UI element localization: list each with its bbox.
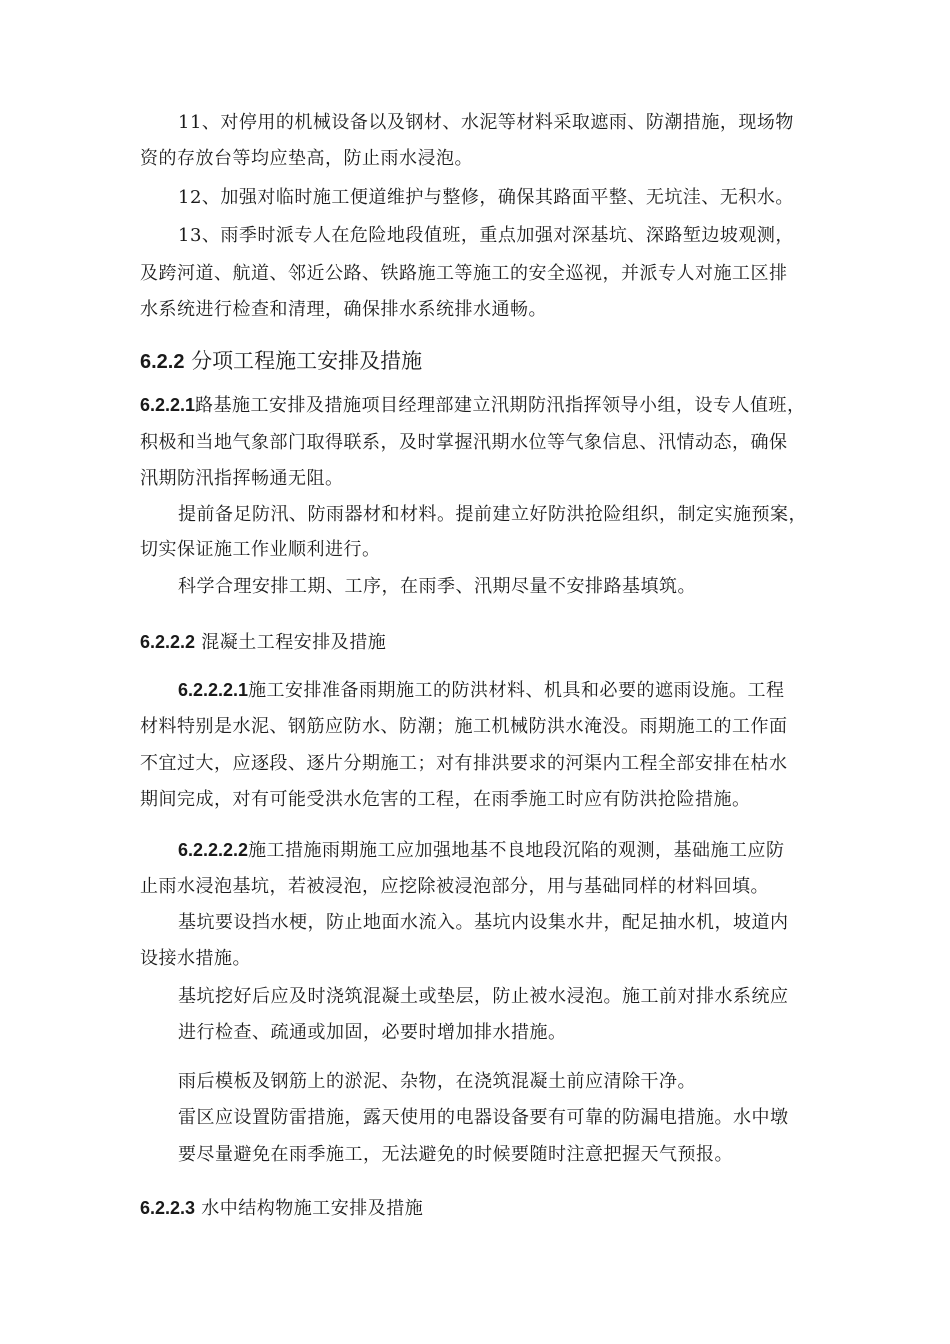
section-number: 6.2.2 — [140, 351, 185, 373]
section-6-2-2-2-2-line-2: 止雨水浸泡基坑，若被浸泡，应挖除被浸泡部分，用与基础同样的材料回填。 — [140, 876, 769, 897]
paragraph-13-line-1: 13、雨季时派专人在危险地段值班，重点加强对深基坑、深路堑边坡观测， — [178, 225, 794, 246]
section-text: 路基施工安排及措施项目经理部建立汛期防汛指挥领导小组，设专人值班， — [195, 395, 806, 416]
section-title: 分项工程施工安排及措施 — [191, 349, 423, 373]
section-6-2-2-2-2-line-1 — [178, 838, 785, 863]
section-6-2-2-2-2-para5-line-2: 要尽量避免在雨季施工，无法避免的时候要随时注意把握天气预报。 — [178, 1144, 733, 1165]
section-6-2-2-1-para2-line-1: 提前备足防汛、防雨器材和材料。提前建立好防洪抢险组织，制定实施预案， — [178, 504, 807, 525]
paragraph-13-line-2: 及跨河道、航道、邻近公路、铁路施工等施工的安全巡视，并派专人对施工区排 — [140, 263, 788, 284]
section-number: 6.2.2.2.1 — [178, 680, 249, 700]
section-6-2-2-2-2-para4-line-1: 雨后模板及钢筋上的淤泥、杂物，在浇筑混凝土前应清除干净。 — [178, 1071, 696, 1092]
section-6-2-2-1-line-1 — [140, 393, 806, 418]
section-6-2-2-1-para2-line-2: 切实保证施工作业顺利进行。 — [140, 539, 381, 560]
section-6-2-2-1-para3-line-1: 科学合理安排工期、工序，在雨季、汛期尽量不安排路基填筑。 — [178, 576, 696, 597]
section-6-2-2-2-2-para3-line-2: 进行检查、疏通或加固，必要时增加排水措施。 — [178, 1022, 567, 1043]
section-heading-6-2-2-2 — [140, 630, 386, 655]
paragraph-11-line-2: 资的存放台等均应垫高，防止雨水浸泡。 — [140, 148, 473, 169]
section-number: 6.2.2.3 — [140, 1198, 196, 1218]
section-title: 水中结构物施工安排及措施 — [201, 1198, 424, 1219]
section-6-2-2-2-1-line-3: 不宜过大，应逐段、逐片分期施工；对有排洪要求的河渠内工程全部安排在枯水 — [140, 753, 788, 774]
section-6-2-2-2-1-line-1 — [178, 678, 785, 703]
section-number: 6.2.2.2 — [140, 632, 196, 652]
section-6-2-2-2-1-line-2: 材料特别是水泥、钢筋应防水、防潮；施工机械防洪水淹没。雨期施工的工作面 — [140, 716, 788, 737]
paragraph-13-line-3: 水系统进行检查和清理，确保排水系统排水通畅。 — [140, 299, 547, 320]
section-text: 施工措施雨期施工应加强地基不良地段沉陷的观测，基础施工应防 — [248, 840, 785, 861]
section-number: 6.2.2.2.2 — [178, 840, 249, 860]
section-6-2-2-2-2-para2-line-1: 基坑要设挡水梗，防止地面水流入。基坑内设集水井，配足抽水机，坡道内 — [178, 912, 789, 933]
section-6-2-2-2-2-para5-line-1: 雷区应设置防雷措施，露天使用的电器设备要有可靠的防漏电措施。水中墩 — [178, 1107, 789, 1128]
paragraph-12-line-1: 12、加强对临时施工便道维护与整修，确保其路面平整、无坑洼、无积水。 — [178, 187, 794, 208]
section-heading-6-2-2-3 — [140, 1196, 423, 1221]
paragraph-11-line-1: 11、对停用的机械设备以及钢材、水泥等材料采取遮雨、防潮措施，现场物 — [178, 112, 794, 133]
section-6-2-2-2-2-para3-line-1: 基坑挖好后应及时浇筑混凝土或垫层，防止被水浸泡。施工前对排水系统应 — [178, 986, 789, 1007]
section-number: 6.2.2.1 — [140, 395, 196, 415]
section-heading-6-2-2 — [140, 347, 422, 376]
section-title: 混凝土工程安排及措施 — [201, 632, 387, 653]
section-6-2-2-1-line-3: 汛期防汛指挥畅通无阻。 — [140, 468, 344, 489]
section-6-2-2-2-2-para2-line-2: 设接水措施。 — [140, 948, 251, 969]
section-6-2-2-1-line-2: 积极和当地气象部门取得联系，及时掌握汛期水位等气象信息、汛情动态，确保 — [140, 432, 788, 453]
section-text: 施工安排准备雨期施工的防洪材料、机具和必要的遮雨设施。工程 — [248, 680, 785, 701]
section-6-2-2-2-1-line-4: 期间完成，对有可能受洪水危害的工程，在雨季施工时应有防洪抢险措施。 — [140, 789, 751, 810]
